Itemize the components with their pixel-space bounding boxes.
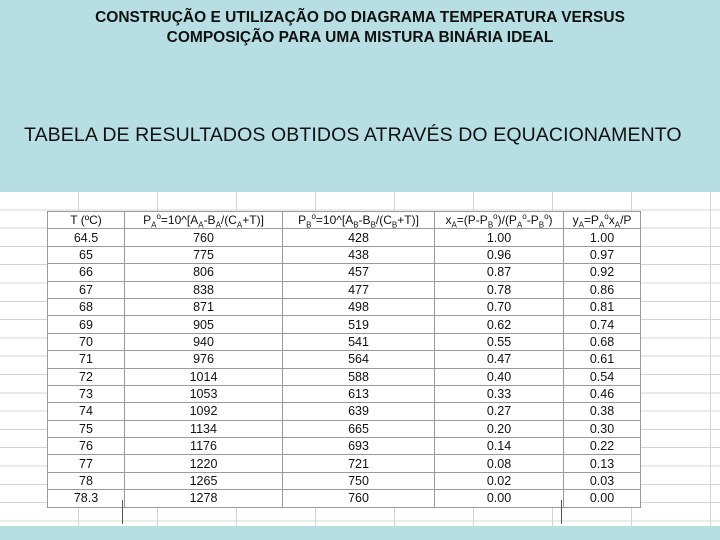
table-cell: 0.27 bbox=[435, 403, 564, 420]
table-cell: 78 bbox=[48, 472, 125, 489]
column-divider bbox=[561, 500, 562, 524]
table-cell: 76 bbox=[48, 438, 125, 455]
table-row bbox=[48, 229, 641, 246]
table-row bbox=[48, 472, 641, 489]
table-cell: 0.96 bbox=[435, 246, 564, 263]
table-cell: 71 bbox=[48, 351, 125, 368]
table-cell: 0.08 bbox=[435, 455, 564, 472]
table-row bbox=[48, 438, 641, 455]
table-cell: 498 bbox=[283, 298, 435, 315]
table-cell: 905 bbox=[125, 316, 283, 333]
table-cell: 457 bbox=[283, 264, 435, 281]
table-cell: 0.46 bbox=[564, 385, 641, 402]
table-cell: 73 bbox=[48, 385, 125, 402]
table-subtitle: TABELA DE RESULTADOS OBTIDOS ATRAVÉS DO EQUACIONAMENTO bbox=[24, 124, 682, 146]
table-cell: 838 bbox=[125, 281, 283, 298]
title-line-1: CONSTRUÇÃO E UTILIZAÇÃO DO DIAGRAMA TEMPERATURA VERSUS bbox=[95, 9, 625, 26]
table-cell: 721 bbox=[283, 455, 435, 472]
table-cell: 0.20 bbox=[435, 420, 564, 437]
table-cell: 1.00 bbox=[564, 229, 641, 246]
table-cell: 0.38 bbox=[564, 403, 641, 420]
results-table bbox=[47, 211, 641, 508]
header-xa: $x_A=(P-P_B^o)/(P_A^o-P_B^o)$ bbox=[435, 212, 564, 229]
table-cell: 0.87 bbox=[435, 264, 564, 281]
table-cell: 0.55 bbox=[435, 333, 564, 350]
table-cell: 0.68 bbox=[564, 333, 641, 350]
table-cell: 760 bbox=[125, 229, 283, 246]
table-cell: 1176 bbox=[125, 438, 283, 455]
table-cell: 0.40 bbox=[435, 368, 564, 385]
header-temperature: T (ºC) bbox=[48, 212, 125, 229]
table-cell: 0.13 bbox=[564, 455, 641, 472]
table-row bbox=[48, 333, 641, 350]
table-row bbox=[48, 351, 641, 368]
table-cell: 72 bbox=[48, 368, 125, 385]
table-cell: 0.78 bbox=[435, 281, 564, 298]
table-cell: 1092 bbox=[125, 403, 283, 420]
table-cell: 760 bbox=[283, 490, 435, 507]
table-cell: 0.86 bbox=[564, 281, 641, 298]
table-cell: 519 bbox=[283, 316, 435, 333]
table-cell: 639 bbox=[283, 403, 435, 420]
table-cell: 75 bbox=[48, 420, 125, 437]
slide-bottom-margin bbox=[0, 526, 720, 540]
table-cell: 477 bbox=[283, 281, 435, 298]
table-cell: 588 bbox=[283, 368, 435, 385]
table-cell: 0.61 bbox=[564, 351, 641, 368]
table-cell: 68 bbox=[48, 298, 125, 315]
table-cell: 564 bbox=[283, 351, 435, 368]
table-cell: 0.00 bbox=[564, 490, 641, 507]
table-row bbox=[48, 455, 641, 472]
table-cell: 428 bbox=[283, 229, 435, 246]
table-cell: 940 bbox=[125, 333, 283, 350]
table-cell: 0.47 bbox=[435, 351, 564, 368]
table-row bbox=[48, 264, 641, 281]
table-cell: 1053 bbox=[125, 385, 283, 402]
table-cell: 74 bbox=[48, 403, 125, 420]
table-cell: 66 bbox=[48, 264, 125, 281]
table-row bbox=[48, 298, 641, 315]
table-cell: 67 bbox=[48, 281, 125, 298]
table-cell: 0.62 bbox=[435, 316, 564, 333]
table-cell: 1265 bbox=[125, 472, 283, 489]
table-cell: 0.00 bbox=[435, 490, 564, 507]
table-cell: 0.30 bbox=[564, 420, 641, 437]
slide-title bbox=[0, 8, 720, 48]
table-cell: 0.92 bbox=[564, 264, 641, 281]
table-row bbox=[48, 490, 641, 507]
header-pa-saturation: $P_A^o=10\^{}[A_A-B_A/(C_A+T)]$ bbox=[125, 212, 283, 229]
table-cell: 0.02 bbox=[435, 472, 564, 489]
table-row bbox=[48, 403, 641, 420]
table-cell: 0.70 bbox=[435, 298, 564, 315]
table-cell: 665 bbox=[283, 420, 435, 437]
table-header-row bbox=[48, 212, 641, 229]
column-divider bbox=[122, 500, 123, 524]
table-cell: 750 bbox=[283, 472, 435, 489]
table-cell: 77 bbox=[48, 455, 125, 472]
table-cell: 1220 bbox=[125, 455, 283, 472]
table-cell: 0.81 bbox=[564, 298, 641, 315]
table-cell: 613 bbox=[283, 385, 435, 402]
table-cell: 0.33 bbox=[435, 385, 564, 402]
table-cell: 69 bbox=[48, 316, 125, 333]
table-row bbox=[48, 281, 641, 298]
table-cell: 0.97 bbox=[564, 246, 641, 263]
table-cell: 1.00 bbox=[435, 229, 564, 246]
table-cell: 1134 bbox=[125, 420, 283, 437]
table-row bbox=[48, 368, 641, 385]
table-cell: 78.3 bbox=[48, 490, 125, 507]
header-ya: $y_A=P_A^ox_A/P$ bbox=[564, 212, 641, 229]
table-cell: 976 bbox=[125, 351, 283, 368]
table-cell: 871 bbox=[125, 298, 283, 315]
table-cell: 64.5 bbox=[48, 229, 125, 246]
table-cell: 438 bbox=[283, 246, 435, 263]
table-cell: 0.74 bbox=[564, 316, 641, 333]
table-cell: 0.14 bbox=[435, 438, 564, 455]
table-row bbox=[48, 246, 641, 263]
table-cell: 1014 bbox=[125, 368, 283, 385]
table-cell: 541 bbox=[283, 333, 435, 350]
table-row bbox=[48, 385, 641, 402]
table-cell: 0.54 bbox=[564, 368, 641, 385]
header-pb-saturation: $P_B^o=10\^{}[A_B-B_B/(C_B+T)]$ bbox=[283, 212, 435, 229]
table-cell: 806 bbox=[125, 264, 283, 281]
table-cell: 65 bbox=[48, 246, 125, 263]
table-cell: 0.22 bbox=[564, 438, 641, 455]
title-line-2: COMPOSIÇÃO PARA UMA MISTURA BINÁRIA IDEAL bbox=[166, 29, 554, 46]
table-cell: 70 bbox=[48, 333, 125, 350]
table-cell: 0.03 bbox=[564, 472, 641, 489]
table-cell: 693 bbox=[283, 438, 435, 455]
table-row bbox=[48, 420, 641, 437]
table-cell: 775 bbox=[125, 246, 283, 263]
table-cell: 1278 bbox=[125, 490, 283, 507]
table-row bbox=[48, 316, 641, 333]
